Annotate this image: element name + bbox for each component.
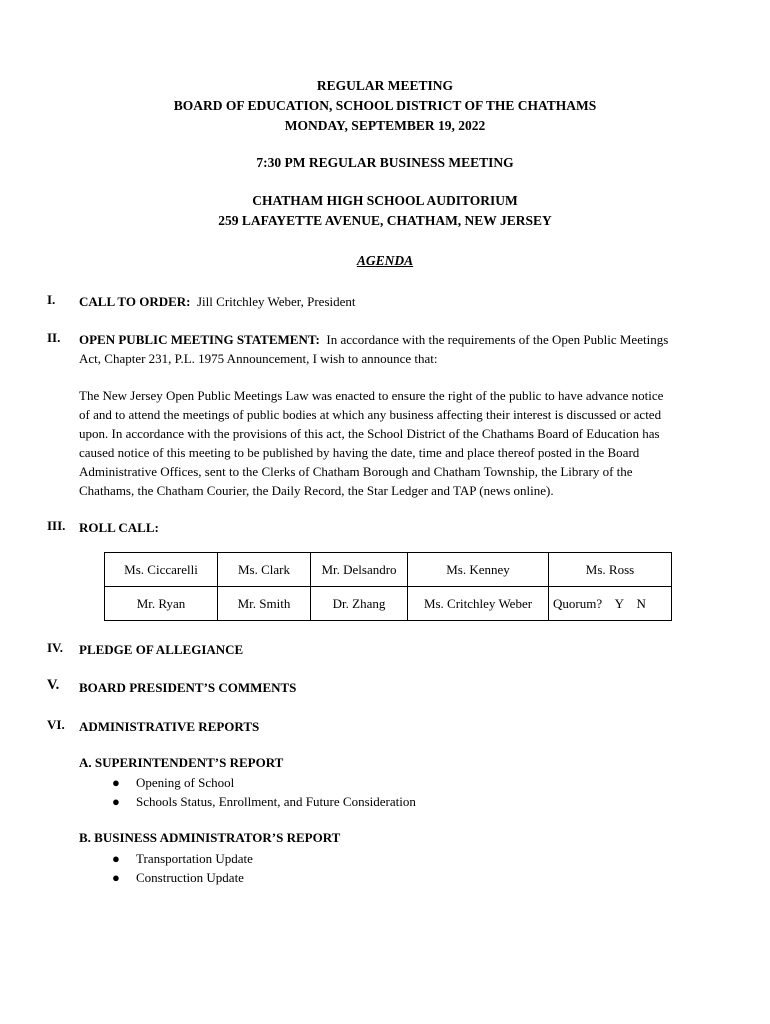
subsection-superintendent-report: A. SUPERINTENDENT’S REPORT [79,755,284,770]
section-title: ROLL CALL: [79,520,159,535]
bullet-icon: ● [112,870,120,885]
paragraph-line: Chathams, the Chatham Courier, the Daily Record, the Star Ledger and TAP (news online). [79,483,554,498]
table-cell: Ms. Clark [218,553,311,587]
section-title: BOARD PRESIDENT’S COMMENTS [79,680,297,695]
section-roll-call [79,518,159,537]
section-number-5: V. [47,677,60,693]
table-cell: Mr. Smith [218,587,311,621]
section-title: CALL TO ORDER: [79,294,191,309]
agenda-title-row [0,253,770,269]
section-number-1: I. [47,292,56,307]
section-title: ADMINISTRATIVE REPORTS [79,719,260,734]
section-text: Jill Critchley Weber, President [197,294,356,309]
section-president-comments [79,678,296,697]
paragraph-line: caused notice of this meeting to be published by having the date, time and place thereof posted in the Board [79,445,640,460]
header-board-name: BOARD OF EDUCATION, SCHOOL DISTRICT OF THE CHATHAMS [173,98,597,113]
section-number-6: VI. [47,717,65,732]
section-number-3: III. [47,518,66,533]
statement-paragraph [79,386,719,500]
section-title: PLEDGE OF ALLEGIANCE [79,642,244,657]
paragraph-line: The New Jersey Open Public Meetings Law was enacted to ensure the right of the public to have advance notice [79,388,664,403]
table-cell: Dr. Zhang [311,587,408,621]
section-number-4: IV. [47,640,64,655]
header-date: MONDAY, SEPTEMBER 19, 2022 [284,118,486,133]
roll-call-table [104,552,672,621]
table-cell: Mr. Ryan [105,587,218,621]
table-cell: Ms. Kenney [408,553,549,587]
section-admin-reports [79,717,259,736]
list-item: ● Opening of School [112,775,235,790]
agenda-title: AGENDA [356,253,414,268]
section-text: In accordance with the requirements of the Open Public Meetings [326,332,669,347]
table-row [105,587,672,621]
section-number-2: II. [47,330,61,345]
list-item: ● Construction Update [112,870,244,885]
section-text-cont: Act, Chapter 231, P.L. 1975 Announcement, I wish to announce that: [79,351,438,366]
table-row [105,553,672,587]
section-open-meeting-statement [79,330,668,368]
business-admin-bullets [112,849,253,887]
bullet-icon: ● [112,794,120,809]
paragraph-line: Administrative Offices, sent to the Clerks of Chatham Borough and Chatham Township, the Library of the [79,464,633,479]
header-block [0,76,770,136]
section-call-to-order [79,292,356,311]
header-location [0,191,770,231]
subsection-business-admin-report: B. BUSINESS ADMINISTRATOR’S REPORT [79,830,341,845]
paragraph-line: upon. In accordance with the provisions of this act, the School District of the Chathams Board of Education has [79,426,660,441]
bullet-icon: ● [112,775,120,790]
list-item: ● Transportation Update [112,851,253,866]
superintendent-bullets [112,773,416,811]
bullet-icon: ● [112,851,120,866]
table-cell: Ms. Critchley Weber [408,587,549,621]
section-title: OPEN PUBLIC MEETING STATEMENT: [79,332,320,347]
section-pledge [79,640,243,659]
table-cell: Ms. Ross [549,553,672,587]
table-cell: Ms. Ciccarelli [105,553,218,587]
table-cell: Mr. Delsandro [311,553,408,587]
header-time: 7:30 PM REGULAR BUSINESS MEETING [256,155,514,170]
paragraph-line: of and to attend the meetings of public bodies at which any business affecting their interest is discussed or acted [79,407,662,422]
header-address: 259 LAFAYETTE AVENUE, CHATHAM, NEW JERSEY [218,213,552,228]
header-meeting-type: REGULAR MEETING [316,78,454,93]
quorum-cell: Quorum? Y N [549,587,672,621]
list-item: ● Schools Status, Enrollment, and Future Consideration [112,794,416,809]
header-venue: CHATHAM HIGH SCHOOL AUDITORIUM [252,193,518,208]
